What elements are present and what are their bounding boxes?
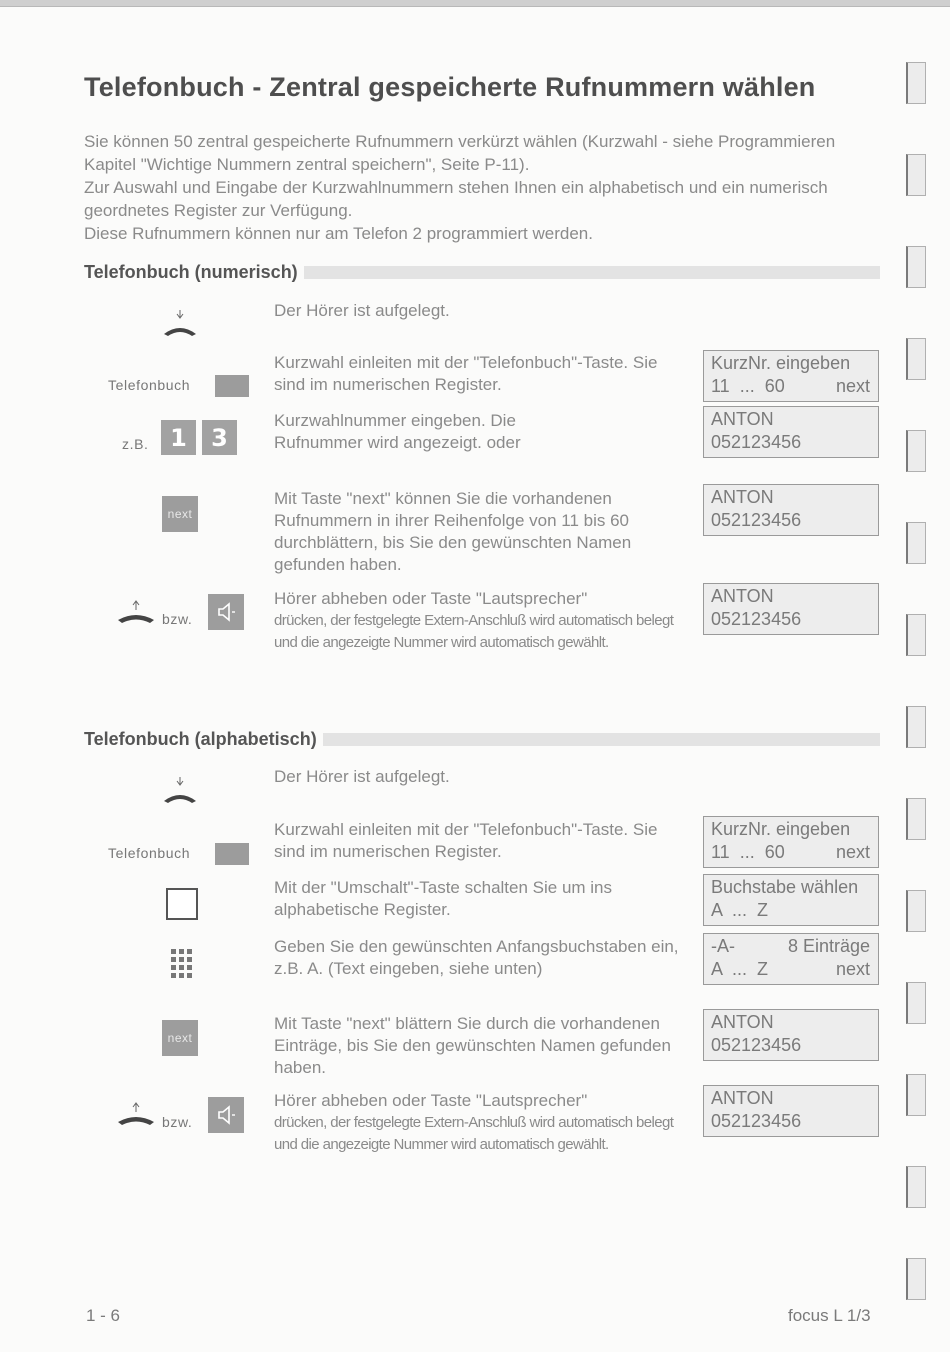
telefonbuch-key[interactable] (215, 375, 249, 397)
handset-up-icon (116, 598, 156, 626)
step-text: Mit Taste "next" können Sie die vorhandenen Rufnummern in ihrer Reihenfolge von 11 bis 60 durchblättern, bis Sie den gewünschten Namen gefunden haben. (274, 489, 632, 574)
handset-down-icon (162, 308, 198, 338)
footer-product: focus L 1/3 (788, 1306, 871, 1325)
lcd-line: 8 Einträge (787, 936, 870, 956)
step-text: Mit der "Umschalt"-Taste schalten Sie um ins alphabetische Register. (274, 878, 613, 919)
lcd-line: -A- (711, 936, 735, 956)
step-text: Kurzwahl einleiten mit der "Telefonbuch"-Taste. Sie sind im numerischen Register. (274, 353, 658, 394)
step-text: Der Hörer ist aufgelegt. (274, 301, 450, 320)
lcd-line: KurzNr. eingeben (711, 353, 851, 373)
register-tab (906, 982, 926, 1024)
step-text: Hörer abheben oder Taste "Lautsprecher" (274, 1091, 588, 1110)
register-tab (906, 614, 926, 656)
lcd-line: ANTON (711, 1012, 774, 1032)
next-key[interactable]: next (162, 496, 198, 532)
handset-down-icon (162, 775, 198, 805)
lcd-softkey: next (835, 842, 870, 862)
lcd-line: KurzNr. eingeben (711, 819, 851, 839)
top-rule (0, 0, 950, 7)
lcd-display (703, 874, 879, 926)
keypad-icon (170, 948, 194, 980)
bzw-label: bzw. (162, 611, 193, 627)
section-bar (323, 733, 880, 746)
lcd-softkey: next (835, 959, 870, 979)
section-bar (304, 266, 880, 279)
telefonbuch-key[interactable] (215, 843, 249, 865)
lcd-line: A ... Z (711, 959, 769, 979)
register-tab (906, 522, 926, 564)
speaker-key[interactable] (208, 594, 244, 630)
register-tab (906, 338, 926, 380)
digit-3-key[interactable]: 3 (202, 420, 237, 455)
section-title: Telefonbuch (numerisch) (84, 261, 298, 282)
lcd-line: 052123456 (711, 432, 802, 452)
register-tab (906, 1166, 926, 1208)
lcd-display (703, 1009, 879, 1061)
step-text: Geben Sie den gewünschten Anfangsbuchstaben ein, z.B. A. (Text eingeben, siehe unten) (274, 937, 679, 978)
page-title: Telefonbuch - Zentral gespeicherte Rufnummern wählen (84, 72, 816, 102)
lcd-line: ANTON (711, 487, 774, 507)
lcd-display (703, 406, 879, 458)
register-tab (906, 246, 926, 288)
lcd-display (703, 484, 879, 536)
speaker-icon (208, 1097, 244, 1133)
speaker-key[interactable] (208, 1097, 244, 1133)
step-text: drücken, der festgelegte Extern-Anschluß wird automatisch belegt und die angezeigte Nummer wird automatisch gewählt. (274, 1114, 674, 1153)
lcd-line: A ... Z (711, 900, 769, 920)
lcd-display (703, 816, 879, 868)
telefonbuch-key-label: Telefonbuch (108, 377, 191, 393)
section-heading-alpha (84, 727, 880, 751)
register-tab (906, 430, 926, 472)
lcd-line: 052123456 (711, 1111, 802, 1131)
lcd-line: ANTON (711, 1088, 774, 1108)
register-tab (906, 1258, 926, 1300)
speaker-icon (208, 594, 244, 630)
intro-paragraph: Diese Rufnummern können nur am Telefon 2 programmiert werden. (84, 224, 593, 243)
step-text: Der Hörer ist aufgelegt. (274, 767, 450, 786)
lcd-display (703, 350, 879, 402)
lcd-line: 052123456 (711, 1035, 802, 1055)
section-title: Telefonbuch (alphabetisch) (84, 728, 317, 749)
lcd-line: 11 ... 60 (711, 842, 785, 862)
intro-text (84, 130, 884, 245)
lcd-softkey: next (835, 376, 870, 396)
step-text: Kurzwahl einleiten mit der "Telefonbuch"-Taste. Sie sind im numerischen Register. (274, 820, 658, 861)
bzw-label: bzw. (162, 1114, 193, 1130)
lcd-line: ANTON (711, 586, 774, 606)
lcd-line: 11 ... 60 (711, 376, 785, 396)
lcd-line: 052123456 (711, 510, 802, 530)
next-key[interactable]: next (162, 1020, 198, 1056)
lcd-line: ANTON (711, 409, 774, 429)
lcd-line: 052123456 (711, 609, 802, 629)
intro-paragraph: Sie können 50 zentral gespeicherte Rufnummern verkürzt wählen (Kurzwahl - siehe Programmieren Kapitel "Wichtige Nummern zentral speichern", Seite P-11). (84, 132, 836, 174)
lcd-display (703, 1085, 879, 1137)
register-tab (906, 706, 926, 748)
example-label: z.B. (122, 436, 149, 452)
register-tab (906, 1074, 926, 1116)
shift-key[interactable] (166, 888, 198, 920)
step-text: Mit Taste "next" blättern Sie durch die vorhandenen Einträge, bis Sie den gewünschten Namen gefunden haben. (274, 1014, 671, 1077)
step-text: drücken, der festgelegte Extern-Anschluß wird automatisch belegt und die angezeigte Nummer wird automatisch gewählt. (274, 612, 674, 651)
lcd-line: Buchstabe wählen (711, 877, 859, 897)
register-tab (906, 798, 926, 840)
step-text: Kurzwahlnummer eingeben. Die Rufnummer wird angezeigt. oder (274, 411, 521, 452)
register-tab (906, 154, 926, 196)
register-tab (906, 62, 926, 104)
lcd-display (703, 933, 879, 985)
page-number: 1 - 6 (86, 1306, 121, 1325)
telefonbuch-key-label: Telefonbuch (108, 845, 191, 861)
intro-paragraph: Zur Auswahl und Eingabe der Kurzwahlnummern stehen Ihnen ein alphabetisch und ein numerisch geordnetes Register zur Verfügung. (84, 178, 828, 220)
lcd-display (703, 583, 879, 635)
digit-1-key[interactable]: 1 (161, 420, 196, 455)
register-tab (906, 890, 926, 932)
step-text: Hörer abheben oder Taste "Lautsprecher" (274, 589, 588, 608)
section-heading-numeric (84, 260, 880, 284)
handset-up-icon (116, 1100, 156, 1128)
